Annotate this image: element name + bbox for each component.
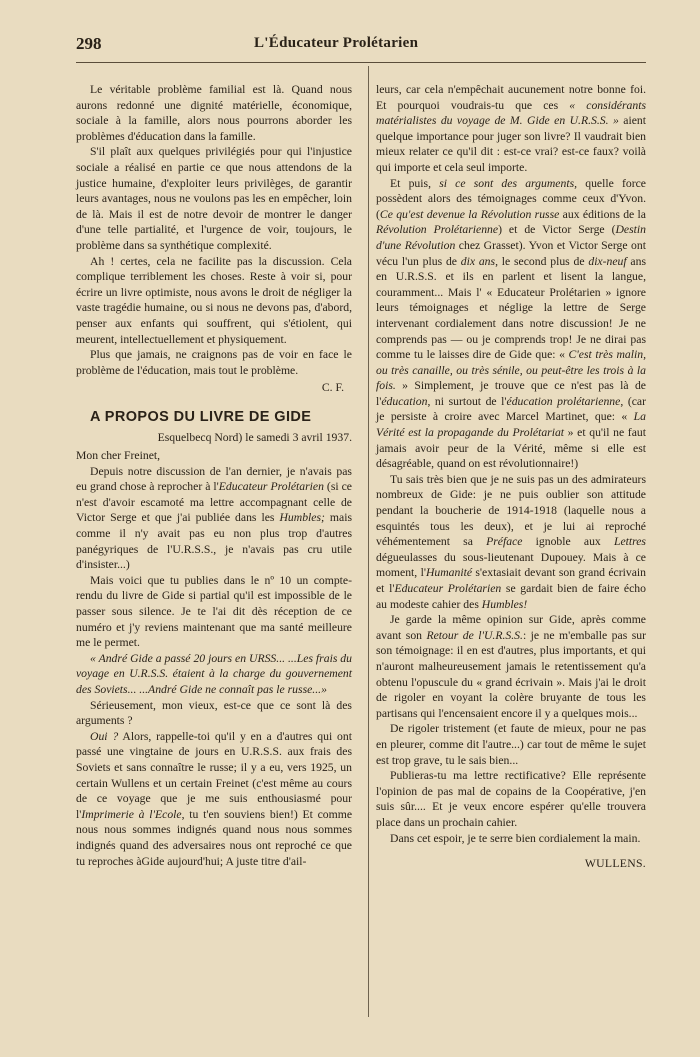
salutation: Mon cher Freinet, — [76, 449, 161, 463]
paragraph: Ah ! certes, cela ne facilite pas la discussion. Cela complique terriblement les choses. Reste à voir si, pour écrire un livre optimiste, nous avons le droit de négliger la vaste tragédie humaine, ou si nous ne devons pas, d'abord, penser aux enfants qui souffrent, qui s'étiolent, qui meurent, intellectuellement et physiquement. — [76, 254, 352, 346]
text-run: Humbles! — [481, 597, 528, 611]
paragraph — [376, 82, 646, 176]
text-run: Préface — [486, 535, 523, 549]
page-header — [76, 34, 640, 60]
text-run: leurs, car cela n'empêchait aucunement notre bonne foi. Et pourquoi voudrais-tu que ces — [376, 83, 646, 112]
text-run: , ni surtout de l' — [427, 394, 507, 408]
text-run: (si ce n'est d'avoir escamoté ma lettre accompagnant celle de Victor Serge et que j'ai publiée dans les — [76, 480, 352, 525]
text-run: se gardait bien de faire écho au modeste cahier des — [376, 582, 646, 611]
quotation: « André Gide a passé 20 jours en URSS... ...Les frais du voyage en U.R.S.S. étaient à la charge du gouvernement des Soviets... ...André Gide ne connaît pas le russe...» — [76, 651, 352, 696]
right-column — [376, 82, 646, 872]
author-initials: C. F. — [321, 381, 344, 395]
text-run: Ce qu'est devenue la Révolution russe — [379, 207, 560, 221]
text-run: dix-neuf — [588, 254, 627, 268]
text-run: Imprimerie à l'Ecole — [81, 807, 182, 821]
text-run: » et qu'il ne faut jamais avoir peur de la Vérité, même si elle est désagréable, quand on est révolutionnaire!) — [376, 426, 646, 471]
text-run: ignoble aux — [522, 535, 614, 549]
text-run: s'extasiait devant son grand écrivain et l' — [376, 566, 646, 595]
paragraph — [376, 472, 646, 612]
text-run: quelle force possèdent alors des témoignages comme ceux d'Yvon. ( — [376, 176, 646, 221]
paragraph — [376, 612, 646, 721]
paragraph — [376, 176, 646, 472]
page-number: 298 — [76, 34, 102, 53]
text-run: chez Grasset). Yvon et Victor Serge ont vécu l'un plus de — [376, 238, 646, 268]
journal-title: L'Éducateur Prolétarien — [254, 35, 419, 51]
text-run: Révolution Prolétarienne — [376, 223, 499, 237]
text-run: dégueulasses du sous-lieutenant Dupouey. Mais à ce moment, l' — [376, 550, 646, 580]
text-run: Educateur Prolétarien — [218, 480, 324, 494]
text-run: Alors, rappelle-toi qu'il y en a d'autres qui ont passé une vingtaine de jours en U.R.S.S. aux frais des Soviets et sans connaître le russe; il y a eu, vers 1925, un certain Wullens et un certain Freinet (c'est même au cours de ce voyage que je me suis enthousiasmé pour l' — [76, 729, 352, 821]
text-run: , tu t'en souviens bien!) Et comme nous nous sommes indignés quand nous nous sommes indignés quand des adversaires nous ont reproché ce que tu reproches àGide aujourd'hui; A juste titre d'ail- — [76, 807, 353, 868]
place-date: Esquelbecq Nord) le samedi 3 avril 1937. — [157, 431, 352, 445]
text-run: , le second plus de — [495, 254, 589, 268]
text-run: Retour de l'U.R.S.S. — [426, 628, 523, 642]
text-run: : je ne m'emballe pas sur son témoignage: il en est d'autres, plus importants, et qui n'auront malheureusement jamais le retentissement qu'a obtenu l'opuscule du « grand écrivain ». Mais j'ai le droit de rigoler en voyant la colère bruyante de tous les partisans qui l'encensaient encore il y a quelques mois... — [376, 628, 647, 720]
text-run: ans en U.R.S.S. et ils en parlent et lisent la langue, couramment... Mais l' « Educateur Prolétarien » ignore leurs témoignages et néglige la lettre de Serge intervenant cordialement dans notre discussion! Je ne comprends pas — ou je comprends trop! Je ne dirai pas comme tu le laisses dire de Gide que: « — [376, 254, 647, 362]
paragraph: S'il plaît aux quelques privilégiés pour qui l'injustice sociale a réalisé en partie ce que nous attendons de la justice humaine, d'exploiter leurs privilèges, de garantir leurs avantages, nous ne voulons pas les en empêcher, loin de là. Mais il est de notre devoir de montrer le danger d'une telle partialité, et l'urgence de voir, toujours, le problème dans sa synthétique complexité. — [76, 145, 352, 252]
paragraph — [76, 464, 352, 573]
text-run: aient quelque importance pour juger son livre? Il vaudrait bien mieux relater ce qu'il dit : est-ce vrai? est-ce faux? voilà qui importe et cela seul importe. — [376, 114, 647, 174]
text-run: C'est très malin, ou très canaille, ou très sénile, ou peut-être les trois à la fois. — [376, 348, 647, 393]
paragraph — [76, 729, 352, 869]
text-run: Tu sais très bien que je ne suis pas un des admirateurs nombreux de Gide: je ne puis oublier son attitude pendant la boucherie de 1914-1918 (laquelle nous a esquintés tous les deux), et je lui ai reproché véhémentement sa — [376, 472, 646, 549]
paragraph: Dans cet espoir, je te serre bien cordialement la main. — [390, 831, 641, 845]
text-run: éducation prolétarienne — [506, 394, 621, 408]
text-run: dix ans — [460, 254, 496, 268]
text-run: Humanité — [425, 566, 473, 580]
text-run: La Vérité est la propagande du Prolétariat — [376, 410, 646, 440]
paragraph: De rigoler tristement (et faute de mieux, pour ne pas en pleurer, comme dit l'autre...) car tout de même le sujet est trop grave, tu le sais bien... — [376, 722, 646, 767]
text-run: Educateur Prolétarien — [394, 582, 502, 595]
column-divider — [368, 66, 369, 1017]
text-run: Et puis, — [390, 176, 440, 190]
paragraph: Sérieusement, mon vieux, est-ce que ce sont là des arguments ? — [76, 698, 352, 728]
left-column — [76, 82, 352, 869]
text-run: ) et de Victor Serge ( — [498, 223, 616, 237]
article-title: A PROPOS DU LIVRE DE GIDE — [90, 408, 312, 425]
text-run: Oui ? — [90, 729, 119, 743]
text-run: mais comme il n'y avait pas eu non plus trop d'autres panégyriques de l'U.R.S.S., je n'avais pas cru utile d'insister...) — [76, 511, 352, 572]
header-rule — [76, 62, 646, 63]
text-run: Lettres — [613, 535, 646, 549]
text-run: Je garde la même opinion sur Gide, après comme avant son — [376, 613, 646, 642]
text-run: » Simplement, je trouve que ce n'est pas là de l' — [376, 379, 646, 408]
paragraph: Mais voici que tu publies dans le nº 10 un compte-rendu du livre de Gide si partial qu'il est impossible de le passer sous silence. Je te l'ai dit dès réception de ce numéro et j'y reviens maintenant que ma santé meilleure me le permet. — [76, 573, 352, 650]
text-run: aux éditions de la — [559, 207, 646, 221]
text-run: « considérants matérialistes du voyage de M. Gide en U.R.S.S. » — [376, 98, 647, 128]
text-run: Depuis notre discussion de l'an dernier, je n'avais pas eu grand chose à reprocher à l' — [76, 464, 352, 494]
paragraph: Plus que jamais, ne craignons pas de voir en face le problème de l'éducation, mais tout le problème. — [76, 348, 352, 377]
text-run: Destin d'une Révolution — [376, 223, 646, 252]
paragraph: Le véritable problème familial est là. Quand nous aurons redonné une dignité matérielle, économique, sociale à la famille, alors nous pourrons aborder les problèmes d'éducation dans la famille. — [76, 83, 352, 143]
text-run: éducation — [381, 394, 428, 408]
text-run: Humbles; — [279, 511, 325, 525]
text-run: si ce sont des arguments, — [439, 176, 578, 190]
paragraph: Publieras-tu ma lettre rectificative? Elle représente l'opinion de pas mal de copains de la Coopérative, j'en suis sûr.... Et je veux encore espérer qu'elle trouvera place dans un prochain cahier. — [376, 769, 646, 829]
signature: WULLENS. — [584, 857, 646, 871]
text-run: , (car je persiste à croire avec Marcel Martinet, que: « — [376, 394, 646, 424]
